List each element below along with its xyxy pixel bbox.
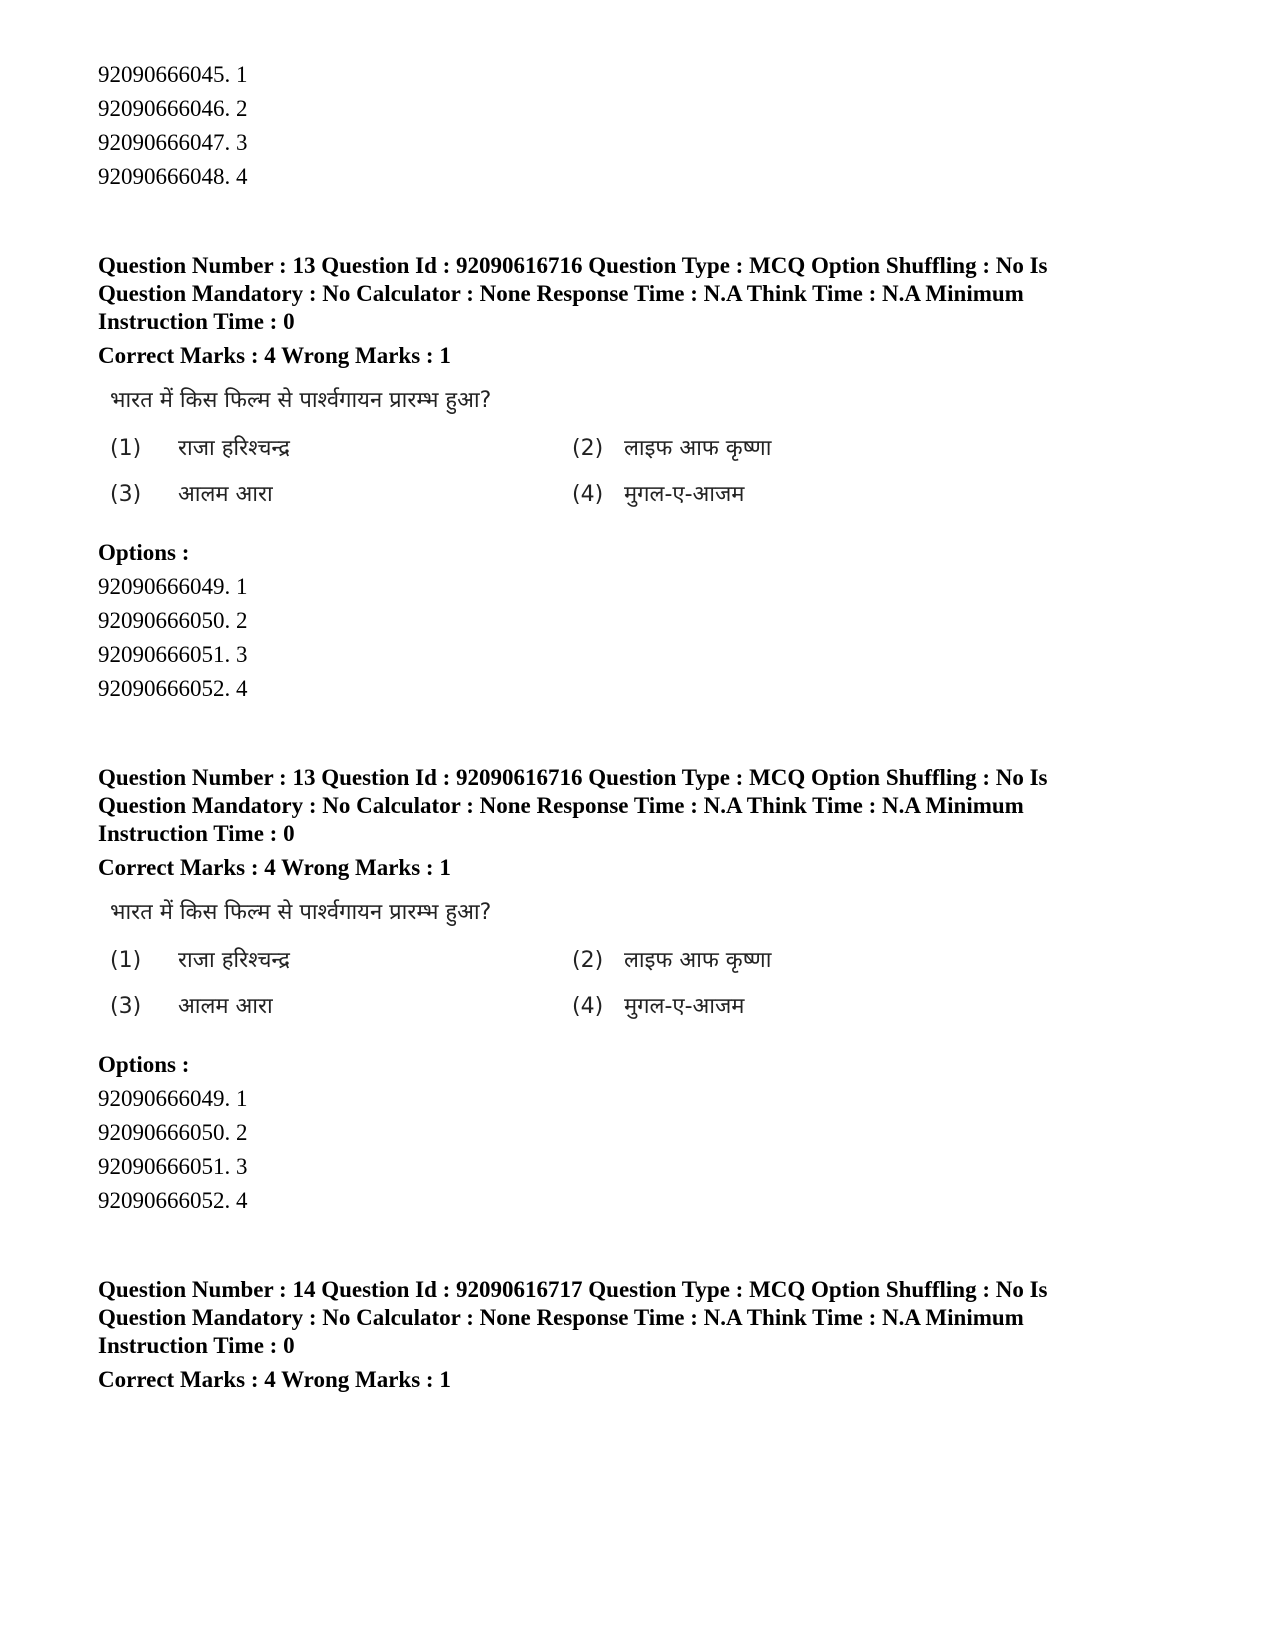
answer-choice-2 <box>572 938 792 984</box>
option-line: 92090666048. 4 <box>98 164 248 189</box>
choice-number: (2) <box>572 436 604 461</box>
choice-number: (1) <box>110 948 142 973</box>
option-line: 92090666049. 1 <box>98 574 248 599</box>
option-line: 92090666051. 3 <box>98 642 248 667</box>
answer-choice-4 <box>572 472 792 518</box>
choice-text: मुगल-ए-आजम <box>624 482 745 507</box>
question-marks: Correct Marks : 4 Wrong Marks : 1 <box>98 855 451 880</box>
question-marks: Correct Marks : 4 Wrong Marks : 1 <box>98 343 451 368</box>
question-meta: Question Number : 13 Question Id : 92090616716 Question Type : MCQ Option Shuffling : No Is Question Mandatory : No Calculator : None Response Time : N.A Think Time : N.A Minimum Instruction Time : 0 <box>98 253 1048 334</box>
question-block <box>98 1276 1188 1394</box>
choice-text: राजा हरिश्चन्द्र <box>178 948 290 973</box>
option-line: 92090666052. 4 <box>98 1188 248 1213</box>
answer-choice-1 <box>110 426 572 472</box>
choice-number: (3) <box>110 994 142 1019</box>
options-list <box>98 570 1188 706</box>
question-marks: Correct Marks : 4 Wrong Marks : 1 <box>98 1367 451 1392</box>
option-line: 92090666052. 4 <box>98 676 248 701</box>
question-block <box>98 252 1188 706</box>
option-line: 92090666050. 2 <box>98 608 248 633</box>
question-text: भारत में किस फिल्म से पार्श्वगायन प्रारम्भ हुआ? <box>110 388 492 413</box>
choice-text: मुगल-ए-आजम <box>624 994 745 1019</box>
choice-number: (3) <box>110 482 142 507</box>
answer-choice-4 <box>572 984 792 1030</box>
answer-choice-1 <box>110 938 572 984</box>
answer-choices <box>110 426 790 518</box>
answer-choice-2 <box>572 426 792 472</box>
option-line: 92090666045. 1 <box>98 62 248 87</box>
choice-number: (1) <box>110 436 142 461</box>
question-text: भारत में किस फिल्म से पार्श्वगायन प्रारम्भ हुआ? <box>110 900 492 925</box>
option-line: 92090666049. 1 <box>98 1086 248 1111</box>
options-list <box>98 1082 1188 1218</box>
previous-options-list <box>98 58 1188 194</box>
options-heading: Options : <box>98 540 190 565</box>
option-line: 92090666051. 3 <box>98 1154 248 1179</box>
choice-text: आलम आरा <box>178 482 273 507</box>
question-image <box>98 894 790 1030</box>
option-line: 92090666046. 2 <box>98 96 248 121</box>
question-meta: Question Number : 14 Question Id : 92090616717 Question Type : MCQ Option Shuffling : No Is Question Mandatory : No Calculator : None Response Time : N.A Think Time : N.A Minimum Instruction Time : 0 <box>98 1277 1048 1358</box>
choice-number: (4) <box>572 994 604 1019</box>
question-image <box>98 382 790 518</box>
option-line: 92090666047. 3 <box>98 130 248 155</box>
choice-text: लाइफ आफ कृष्णा <box>624 948 772 973</box>
choice-text: आलम आरा <box>178 994 273 1019</box>
options-heading: Options : <box>98 1052 190 1077</box>
answer-choice-3 <box>110 984 572 1030</box>
choice-number: (4) <box>572 482 604 507</box>
choice-number: (2) <box>572 948 604 973</box>
document-page <box>98 58 1188 1394</box>
choice-text: लाइफ आफ कृष्णा <box>624 436 772 461</box>
question-block <box>98 764 1188 1218</box>
answer-choice-3 <box>110 472 572 518</box>
answer-choices <box>110 938 790 1030</box>
question-meta: Question Number : 13 Question Id : 92090616716 Question Type : MCQ Option Shuffling : No Is Question Mandatory : No Calculator : None Response Time : N.A Think Time : N.A Minimum Instruction Time : 0 <box>98 765 1048 846</box>
choice-text: राजा हरिश्चन्द्र <box>178 436 290 461</box>
option-line: 92090666050. 2 <box>98 1120 248 1145</box>
